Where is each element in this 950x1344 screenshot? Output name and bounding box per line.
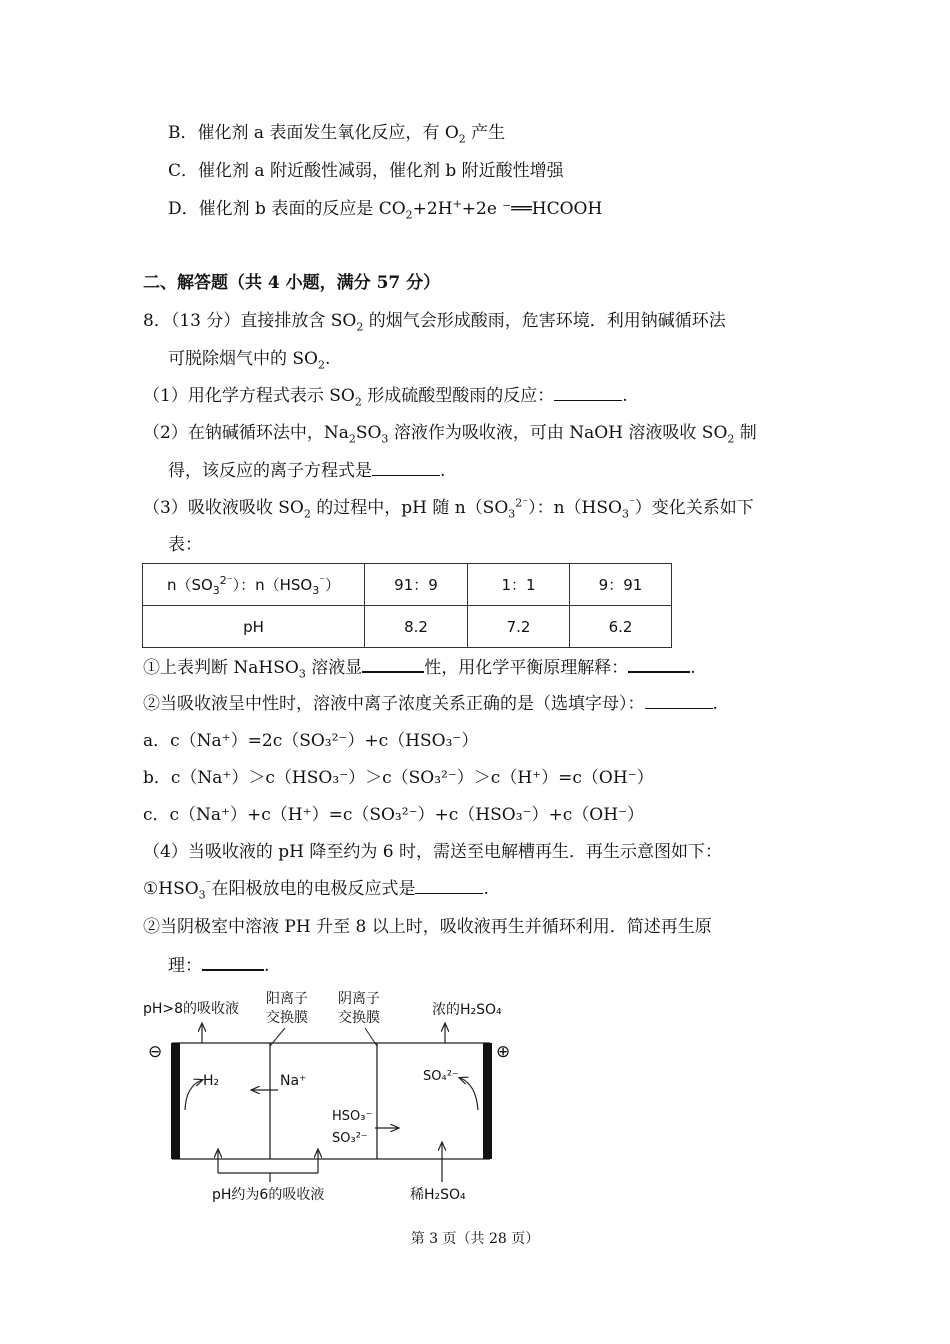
q8-sub3-part2: ②当吸收液呈中性时，溶液中离子浓度关系正确的是（选填字母）： . bbox=[143, 694, 718, 714]
label-outlet-left: pH>8的吸收液 bbox=[143, 1001, 240, 1017]
ph-table bbox=[142, 563, 672, 648]
anode-electrode bbox=[483, 1043, 492, 1159]
table-row bbox=[143, 606, 672, 648]
label-so3: SO₃²⁻ bbox=[332, 1131, 368, 1146]
page-footer: 第 3 页（共 28 页） bbox=[410, 1231, 540, 1247]
ph-value-cell: 8.2 bbox=[365, 606, 468, 648]
h2-curve-arrow bbox=[185, 1080, 202, 1110]
label-anion-membrane-2: 交换膜 bbox=[338, 1010, 380, 1026]
q8-stem-line1: 8．（13 分）直接排放含 $SO_2$ 的烟气会形成酸雨，危害环境．利用钠碱循环法 bbox=[143, 311, 726, 334]
label-hso3: HSO₃⁻ bbox=[332, 1109, 373, 1124]
q8-sub3-line2: 表： bbox=[168, 535, 202, 555]
label-inlet-middle: pH约为6的吸收液 bbox=[212, 1187, 325, 1203]
label-anion-membrane-1: 阴离子 bbox=[338, 991, 380, 1007]
minus-icon: ⊖ bbox=[148, 1042, 163, 1062]
label-na: Na⁺ bbox=[280, 1073, 307, 1089]
q8-sub4-part1: $①HSO_3^{^-}$在阳极放电的电极反应式是 . bbox=[143, 877, 489, 902]
q8-sub1: （1）用化学方程式表示 $SO_2$ 形成硫酸型酸雨的反应： . bbox=[143, 386, 628, 409]
q8-sub4: （4）当吸收液的 pH 降至约为 6 时，需送至电解槽再生．再生示意图如下： bbox=[143, 842, 722, 862]
choice-c: c．c（Na⁺）+c（H⁺）=c（SO₃²⁻）+c（HSO₃⁻）+c（OH⁻） bbox=[143, 805, 645, 825]
pointer-cation-membrane bbox=[270, 1028, 285, 1046]
label-h2: H₂ bbox=[203, 1073, 220, 1089]
label-inlet-right: 稀H₂SO₄ bbox=[410, 1187, 466, 1203]
option-d: D．催化剂 b 表面的反应是 $CO_2+2H^++2e$ ⁻══HCOOH bbox=[168, 197, 603, 222]
q8-stem-line2: 可脱除烟气中的 $SO_2$. bbox=[168, 349, 331, 372]
option-b: B．催化剂 a 表面发生氧化反应，有 $O_2$ 产生 bbox=[168, 123, 506, 146]
cell-outline bbox=[172, 1043, 490, 1159]
answer-blank[interactable] bbox=[645, 692, 713, 709]
answer-blank[interactable] bbox=[372, 459, 440, 476]
inlet-middle-bracket bbox=[218, 1150, 318, 1182]
q8-sub3-line1: （3）吸收液吸收 $SO_2$ 的过程中，pH 随 $n(SO_3^{2^-})$：$n(HSO_3^{^-})$变化关系如下 bbox=[143, 496, 754, 521]
label-outlet-right: 浓的H₂SO₄ bbox=[432, 1002, 502, 1018]
answer-blank[interactable] bbox=[362, 655, 424, 673]
answer-blank[interactable] bbox=[202, 953, 264, 971]
q8-sub4-part2-line2: 理： . bbox=[168, 953, 269, 978]
q8-sub3-part1: ①上表判断 NaHSO$_3$ 溶液显 性，用化学平衡原理解释： . bbox=[143, 655, 696, 680]
table-row bbox=[143, 564, 672, 606]
ratio-header-cell: $n(SO_3^{2^-})$：$n(HSO_3^{^-})$ bbox=[143, 564, 365, 606]
ratio-cell: 91：9 bbox=[365, 564, 468, 606]
ratio-cell: 1：1 bbox=[468, 564, 570, 606]
q8-sub2-line1: （2）在钠碱循环法中，$Na_2SO_3$ 溶液作为吸收液，可由 NaOH 溶液吸收 $SO_2$ 制 bbox=[143, 423, 757, 446]
so4-curve-arrow bbox=[460, 1078, 478, 1110]
plus-icon: ⊕ bbox=[496, 1042, 511, 1062]
answer-blank[interactable] bbox=[554, 384, 622, 401]
label-cation-membrane-2: 交换膜 bbox=[266, 1010, 308, 1026]
q8-sub4-part2-line1: ②当阴极室中溶液 PH 升至 8 以上时，吸收液再生并循环利用．简述再生原 bbox=[143, 917, 712, 937]
answer-blank[interactable] bbox=[628, 655, 690, 673]
ph-value-cell: 6.2 bbox=[570, 606, 672, 648]
ratio-cell: 9：91 bbox=[570, 564, 672, 606]
q8-sub2-line2: 得，该反应的离子方程式是 . bbox=[168, 461, 446, 481]
ph-label-cell: pH bbox=[143, 606, 365, 648]
label-cation-membrane-1: 阳离子 bbox=[266, 991, 308, 1007]
option-c: C．催化剂 a 附近酸性减弱，催化剂 b 附近酸性增强 bbox=[168, 161, 564, 181]
cathode-electrode bbox=[171, 1043, 180, 1159]
ph-value-cell: 7.2 bbox=[468, 606, 570, 648]
choice-a: a．c（Na⁺）=2c（SO₃²⁻）+c（HSO₃⁻） bbox=[143, 731, 479, 751]
label-so4: SO₄²⁻ bbox=[423, 1069, 459, 1084]
choice-b: b．c（Na⁺）＞c（HSO₃⁻）＞c（SO₃²⁻）＞c（H⁺）=c（OH⁻） bbox=[143, 768, 654, 788]
pointer-anion-membrane bbox=[365, 1028, 377, 1046]
section-heading: 二、解答题（共 4 小题，满分 57 分） bbox=[143, 273, 441, 293]
answer-blank[interactable] bbox=[415, 877, 483, 894]
